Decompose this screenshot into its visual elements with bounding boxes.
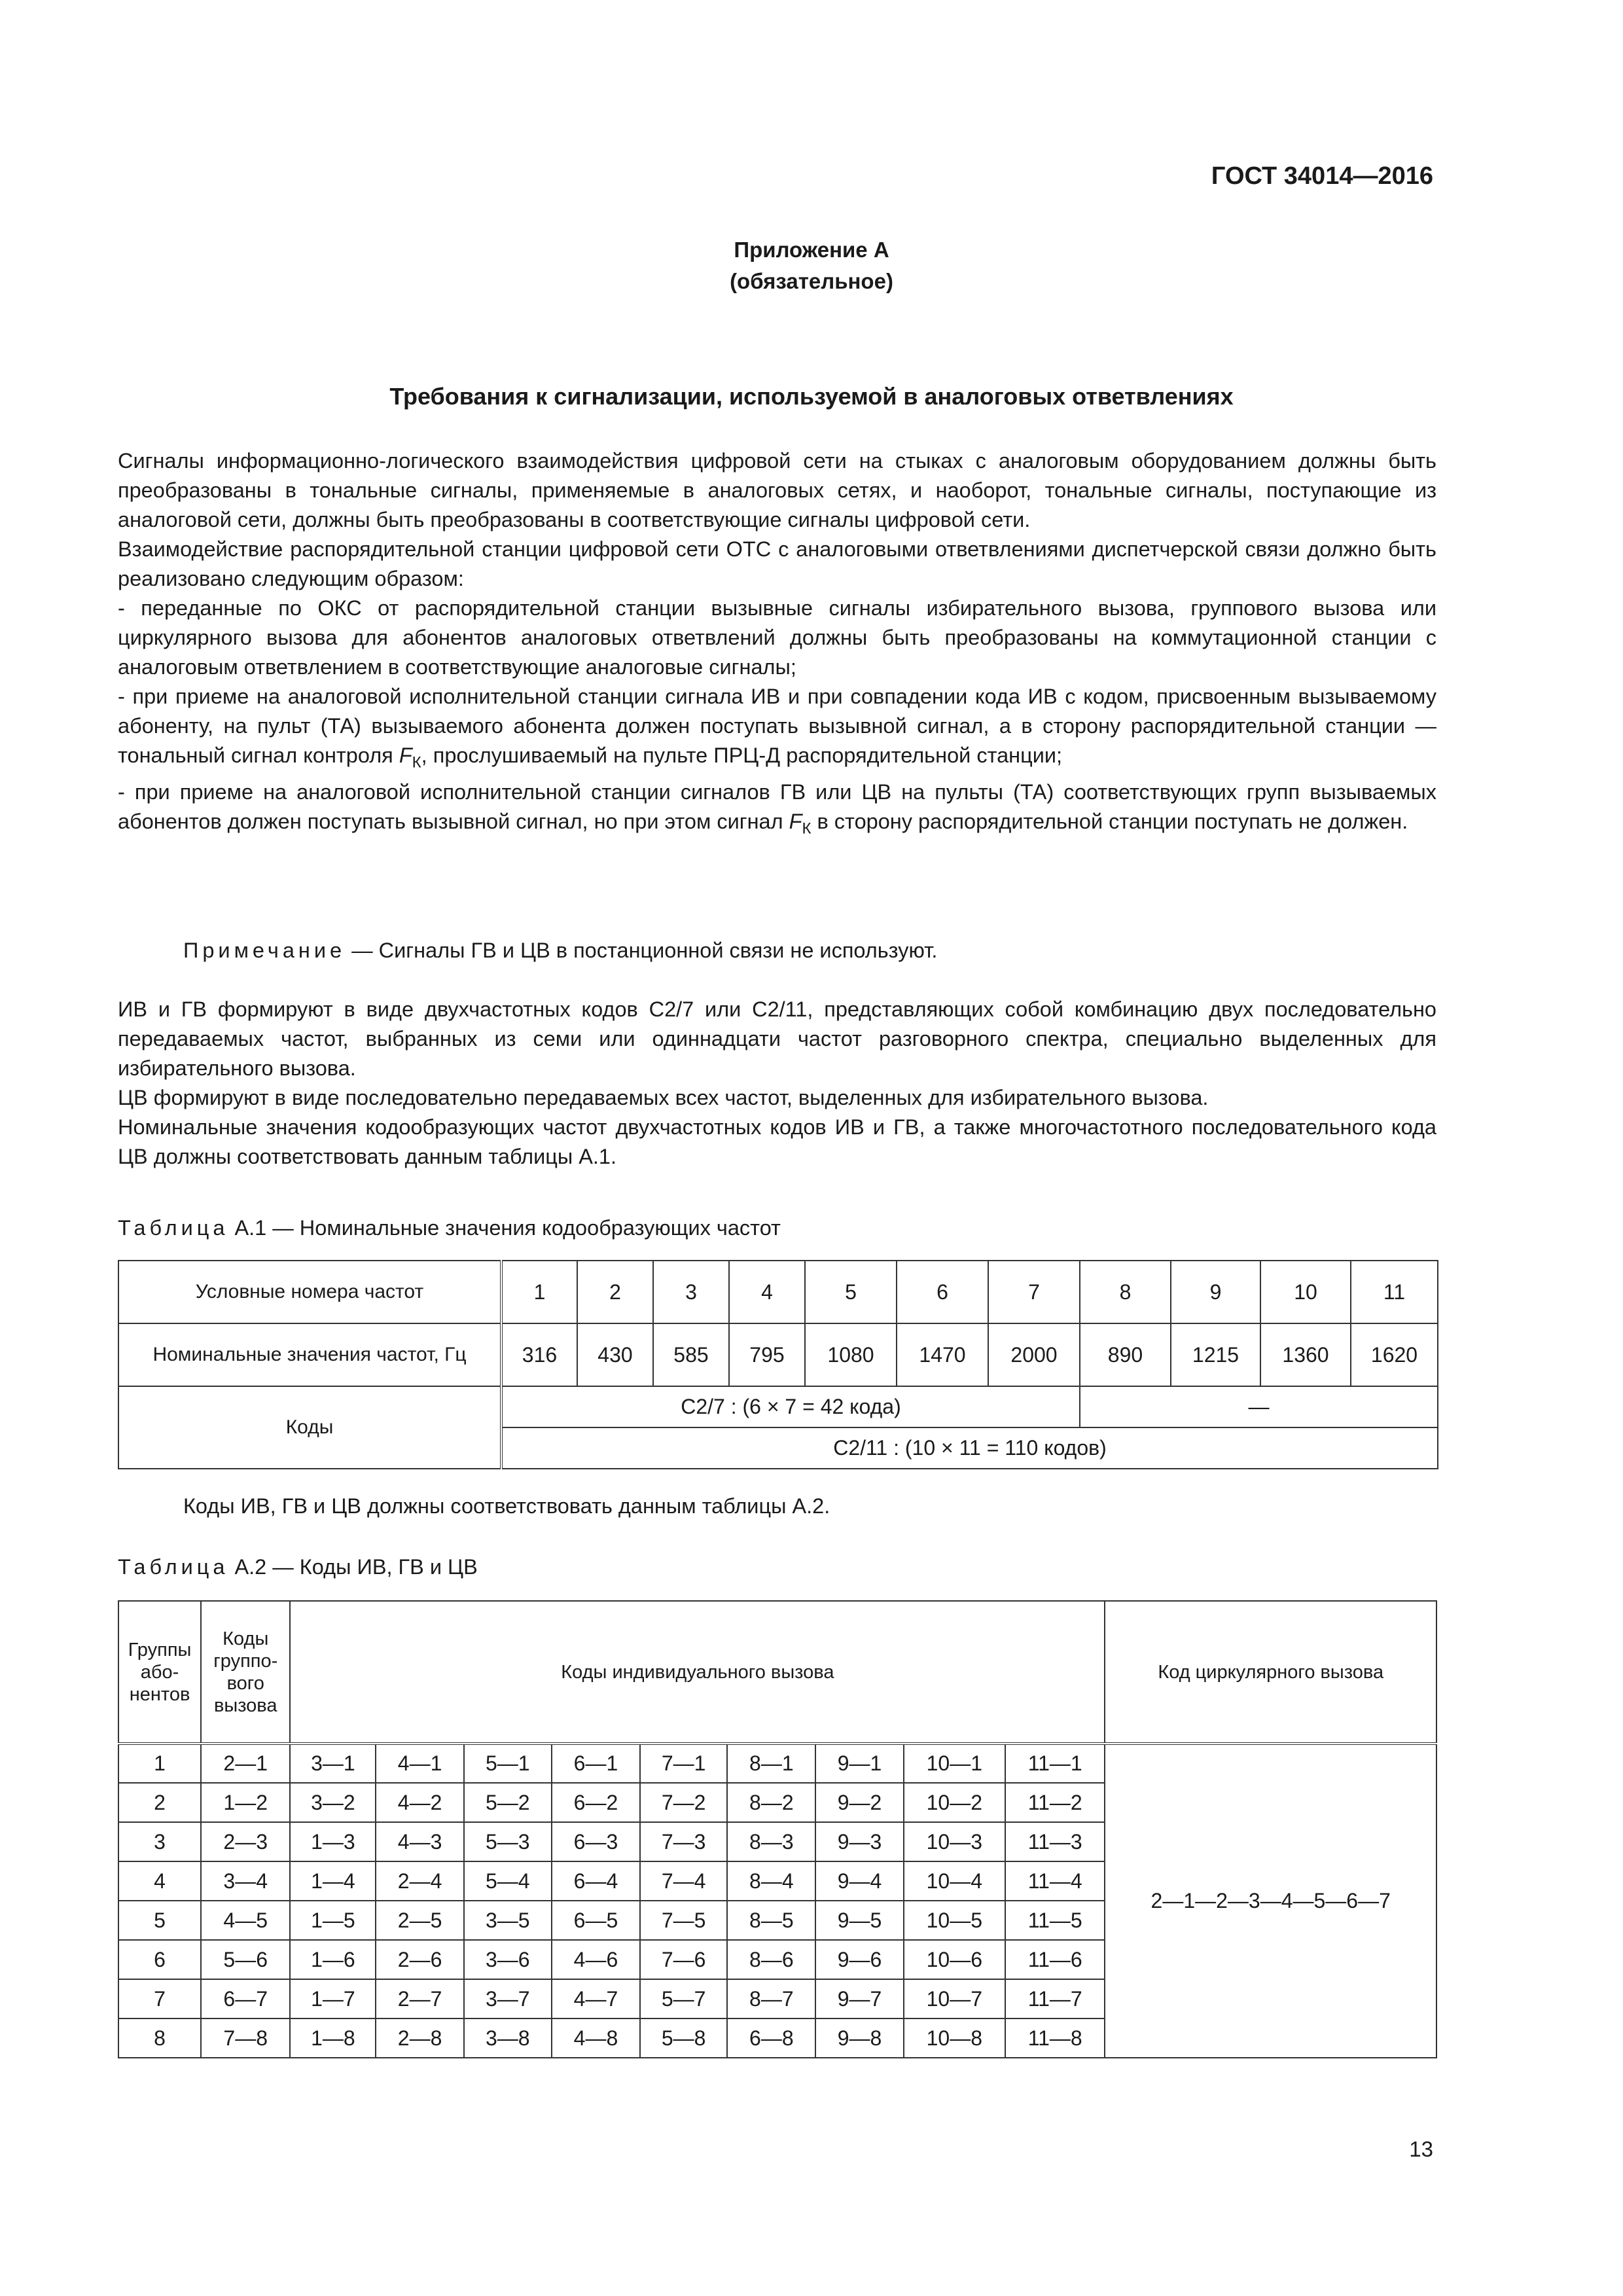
table-cell: 8 [118,2018,201,2058]
table-cell: 11—3 [1005,1822,1105,1861]
table-cell: 3—8 [464,2018,552,2058]
table-cell: 6—4 [552,1861,640,1901]
table-cell: 7—6 [640,1940,727,1979]
table-cell: 9—3 [815,1822,903,1861]
table-cell: 3—1 [290,1744,376,1783]
table-cell: 5 [805,1261,897,1323]
table-a2-circular-code: 2—1—2—3—4—5—6—7 [1105,1744,1436,2058]
table-cell: 7—2 [640,1783,727,1822]
table-cell: 890 [1080,1323,1171,1386]
table-cell: 4 [118,1861,201,1901]
table-cell: 2000 [988,1323,1080,1386]
table-cell-c27: С2/7 : (6 × 7 = 42 кода) [501,1386,1080,1427]
table-cell: 10 [1260,1261,1351,1323]
table-cell: 10—6 [904,1940,1005,1979]
table-cell: 9—8 [815,2018,903,2058]
table-cell: 4—7 [552,1979,640,2018]
table-cell: 4 [729,1261,805,1323]
table-cell: 4—2 [376,1783,463,1822]
table-cell: 2—4 [376,1861,463,1901]
bullet-3 [118,778,1436,844]
table-a2-caption: Таблица А.2 — Коды ИВ, ГВ и ЦВ [118,1555,478,1579]
bullet-2 [118,682,1436,778]
table-cell: 6 [897,1261,988,1323]
table-cell: 3—7 [464,1979,552,2018]
table-cell: 2—1 [201,1744,290,1783]
table-cell: 9—5 [815,1901,903,1940]
table-a1-caption: Таблица А.1 — Номинальные значения кодообразующих частот [118,1216,781,1240]
table-cell: 3—2 [290,1783,376,1822]
table-a2-header-circular: Код циркулярного вызова [1105,1601,1436,1744]
table-a1-row-c27 [118,1386,1438,1427]
table-cell: 7—3 [640,1822,727,1861]
table-cell: 3 [653,1261,729,1323]
bullet-1: - переданные по ОКС от распорядительной станции вызывные сигналы избирательного вызова, группового вызова или циркулярного вызова для абонентов аналоговых ответвлений должны быть преобразованы на коммутационной станции с аналоговым ответвлением в соответствующие аналоговые сигналы; [118,596,1436,679]
table-cell-dash: — [1080,1386,1438,1427]
table-cell: 6—2 [552,1783,640,1822]
table-cell-c211: С2/11 : (10 × 11 = 110 кодов) [501,1427,1438,1469]
table-cell: 8—4 [727,1861,815,1901]
table-cell: 9—4 [815,1861,903,1901]
section-title: Требования к сигнализации, используемой в аналоговых ответвлениях [389,383,1234,410]
table-cell: 6—5 [552,1901,640,1940]
table-cell: 1—3 [290,1822,376,1861]
bullet-3-text-b: в сторону распорядительной станции поступать не должен. [817,809,1408,833]
table-cell: 5—3 [464,1822,552,1861]
table-cell: 10—2 [904,1783,1005,1822]
table-cell: 1360 [1260,1323,1351,1386]
table-cell: 5—4 [464,1861,552,1901]
table-cell: 9—1 [815,1744,903,1783]
table-cell: 5—8 [640,2018,727,2058]
table-cell: 6—7 [201,1979,290,2018]
table-cell: 10—7 [904,1979,1005,2018]
table-cell: 7—4 [640,1861,727,1901]
table-cell: 8—7 [727,1979,815,2018]
table-cell: 1—4 [290,1861,376,1901]
paragraph-3: ИВ и ГВ формируют в виде двухчастотных кодов С2/7 или С2/11, представляющих собой комбинацию двух последовательно передаваемых частот, выбранных из семи или одиннадцати частот разговорного спектра, специально выделенных для избирательного вызова. [118,997,1436,1080]
table-cell: 3—4 [201,1861,290,1901]
table-cell: 1470 [897,1323,988,1386]
table-a2-header-groups: Группы або-нентов [118,1601,201,1744]
table-cell: 3 [118,1822,201,1861]
table-a2-header-individual: Коды индивидуального вызова [290,1601,1105,1744]
document-id: ГОСТ 34014—2016 [1211,162,1433,190]
table-cell: 7—1 [640,1744,727,1783]
table-cell: 10—5 [904,1901,1005,1940]
table-cell: 1 [118,1744,201,1783]
paragraph-4: ЦВ формируют в виде последовательно передаваемых всех частот, выделенных для избирательного вызова. [118,1086,1209,1109]
table-cell: 4—1 [376,1744,463,1783]
table-cell: 1620 [1351,1323,1438,1386]
table-cell: 1—8 [290,2018,376,2058]
note-label: Примечание [183,939,346,962]
table-cell: 316 [501,1323,577,1386]
table-a1-row-freqs [118,1323,1438,1386]
table-cell: 11—7 [1005,1979,1105,2018]
table-cell: 4—8 [552,2018,640,2058]
table-cell: 1080 [805,1323,897,1386]
table-a1-label-codes: Коды [118,1386,501,1469]
table-cell: 5—6 [201,1940,290,1979]
bullet-3-text-a: - при приеме на аналоговой исполнительной станции сигналов ГВ или ЦВ на пульты (ТА) соответствующих групп вызываемых абонентов должен поступать вызывной сигнал, но при этом сигнал [118,780,1436,833]
table-a2-header [118,1601,1436,1744]
table-cell: 4—5 [201,1901,290,1940]
table-cell: 11—6 [1005,1940,1105,1979]
table-a1-row-numbers [118,1261,1438,1323]
table-cell: 10—4 [904,1861,1005,1901]
table-cell: 1—6 [290,1940,376,1979]
table-cell: 7—8 [201,2018,290,2058]
table-cell: 4—6 [552,1940,640,1979]
table-cell: 7 [118,1979,201,2018]
table-cell: 9—2 [815,1783,903,1822]
table-cell: 9—6 [815,1940,903,1979]
table-cell: 4—3 [376,1822,463,1861]
table-a1-label-numbers: Условные номера частот [118,1261,501,1323]
table-cell: 3—6 [464,1940,552,1979]
note [118,936,1436,965]
symbol-fk: $F_К$ [399,744,421,772]
table-cell: 7—5 [640,1901,727,1940]
table-cell: 5—7 [640,1979,727,2018]
paragraph-5: Номинальные значения кодообразующих частот двухчастотных кодов ИВ и ГВ, а также многочастотного последовательного кода ЦВ должны соответствовать данным таблицы А.1. [118,1115,1436,1168]
table-cell: 5 [118,1901,201,1940]
table-cell: 11—5 [1005,1901,1105,1940]
intro-block [118,446,1436,843]
table-row [118,1744,1436,1783]
bullet-2-text-a: - при приеме на аналоговой исполнительной станции сигнала ИВ и при совпадении кода ИВ с кодом, присвоенным вызываемому абоненту, на пульт (ТА) вызываемого абонента должен поступать вызывной сигнал, а в сторону распорядительной станции — тональный сигнал контроля [118,685,1436,767]
table-cell: 795 [729,1323,805,1386]
table-cell: 11—8 [1005,2018,1105,2058]
table-cell: 9 [1171,1261,1260,1323]
table-cell: 5—2 [464,1783,552,1822]
table-cell: 8—6 [727,1940,815,1979]
note-text: — Сигналы ГВ и ЦВ в постанционной связи не используют. [346,939,938,962]
table-cell: 10—8 [904,2018,1005,2058]
table-cell: 8 [1080,1261,1171,1323]
symbol-fk: $F_К$ [789,809,812,837]
table-cell: 585 [653,1323,729,1386]
table-cell: 3—5 [464,1901,552,1940]
table-cell: 6 [118,1940,201,1979]
table-cell: 1215 [1171,1323,1260,1386]
table-cell: 2—8 [376,2018,463,2058]
table-cell: 2—5 [376,1901,463,1940]
table-cell: 1—7 [290,1979,376,2018]
table-cell: 6—1 [552,1744,640,1783]
table-cell: 6—8 [727,2018,815,2058]
appendix-status: (обязательное) [730,269,893,293]
table-cell: 2 [118,1783,201,1822]
appendix-heading [0,234,1623,297]
table-cell: 1—2 [201,1783,290,1822]
table-cell: 430 [577,1323,653,1386]
table-cell: 8—1 [727,1744,815,1783]
bullet-2-text-b: , прослушиваемый на пульте ПРЦ-Д распорядительной станции; [421,744,1063,767]
table-cell: 2 [577,1261,653,1323]
table-cell: 11 [1351,1261,1438,1323]
table-cell: 2—6 [376,1940,463,1979]
paragraph-table-ref: Коды ИВ, ГВ и ЦВ должны соответствовать данным таблицы А.2. [183,1494,830,1518]
table-cell: 10—1 [904,1744,1005,1783]
table-cell: 11—2 [1005,1783,1105,1822]
table-cell: 8—2 [727,1783,815,1822]
table-cell: 1—5 [290,1901,376,1940]
table-cell: 11—4 [1005,1861,1105,1901]
table-cell: 2—7 [376,1979,463,2018]
table-cell: 7 [988,1261,1080,1323]
table-a1-label-freqs: Номинальные значения частот, Гц [118,1323,501,1386]
table-a1 [118,1260,1438,1469]
table-cell: 1 [501,1261,577,1323]
paragraph-2: Взаимодействие распорядительной станции цифровой сети ОТС с аналоговыми ответвлениями диспетчерской связи должно быть реализовано следующим образом: [118,537,1436,590]
table-cell: 11—1 [1005,1744,1105,1783]
table-a2 [118,1600,1437,2058]
table-cell: 6—3 [552,1822,640,1861]
table-cell: 8—5 [727,1901,815,1940]
table-cell: 10—3 [904,1822,1005,1861]
table-cell: 2—3 [201,1822,290,1861]
table-cell: 9—7 [815,1979,903,2018]
codes-block [118,995,1436,1172]
paragraph-1: Сигналы информационно-логического взаимодействия цифровой сети на стыках с аналоговым оборудованием должны быть преобразованы в тональные сигналы, применяемые в аналоговых сетях, и наоборот, тональные сигналы, поступающие из аналоговой сети, должны быть преобразованы в соответствующие сигналы цифровой сети. [118,449,1436,531]
table-cell: 8—3 [727,1822,815,1861]
page-number: 13 [1409,2137,1433,2161]
appendix-title: Приложение А [734,238,889,262]
table-cell: 5—1 [464,1744,552,1783]
table-a2-header-group-codes: Коды группо-вого вызова [201,1601,290,1744]
